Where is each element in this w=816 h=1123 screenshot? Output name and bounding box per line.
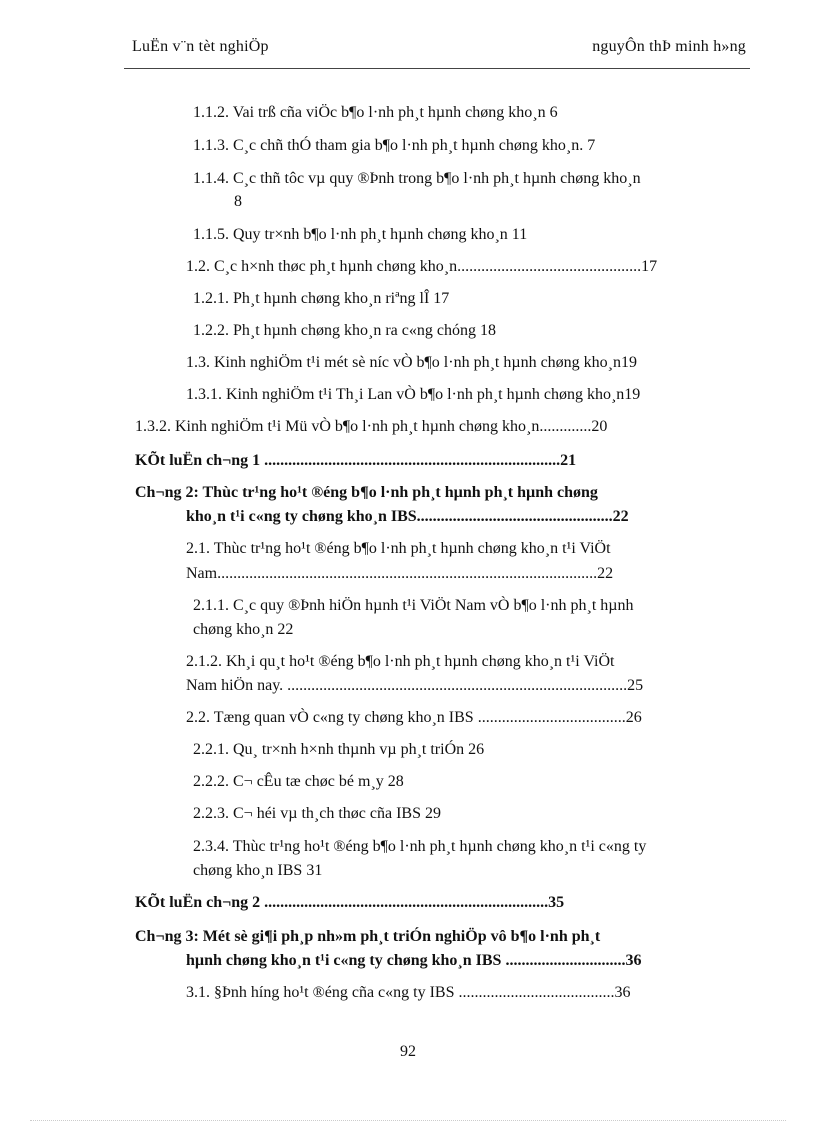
toc-entry: 2.1.2. Kh¸i qu¸t ho¹t ®éng b¶o l·nh ph¸t hµnh chøng kho¸n t¹i ViÖt — [186, 653, 615, 670]
toc-entry: 2.2.1. Qu¸ tr×nh h×nh thµnh vµ ph¸t triÓn 26 — [193, 741, 485, 758]
toc-entry: 1.1.4. C¸c thñ tôc vµ quy ®Þnh trong b¶o l·nh ph¸t hµnh chøng kho¸n — [193, 170, 641, 187]
toc-chapter-heading: Ch¬ng 3: Mét sè gi¶i ph¸p nh»m ph¸t triÓn nghiÖp vô b¶o l·nh ph¸t — [135, 928, 601, 945]
toc-entry-continuation: Nam...............................................................................................22 — [186, 565, 614, 582]
toc-entry: 1.2.2. Ph¸t hµnh chøng kho¸n ra c«ng chóng 18 — [193, 322, 496, 339]
toc-entry-continuation: chøng kho¸n 22 — [193, 621, 294, 638]
toc-entry: 2.1.1. C¸c quy ®Þnh hiÖn hµnh t¹i ViÖt Nam vÒ b¶o l·nh ph¸t hµnh — [193, 597, 634, 614]
page-number: 92 — [400, 1043, 416, 1060]
toc-entry: 1.1.2. Vai trß cña viÖc b¶o l·nh ph¸t hµnh chøng kho¸n 6 — [193, 104, 558, 121]
toc-entry: 2.1. Thùc tr¹ng ho¹t ®éng b¶o l·nh ph¸t hµnh chøng kho¸n t¹i ViÖt — [186, 540, 611, 557]
toc-entry: 1.3.2. Kinh nghiÖm t¹i Mü vÒ b¶o l·nh ph¸t hµnh chøng kho¸n.............20 — [135, 418, 608, 435]
header-right-text: nguyÔn thÞ minh h»ng — [592, 38, 746, 55]
toc-entry: 1.2.1. Ph¸t hµnh chøng kho¸n riªng lÎ 17 — [193, 290, 450, 307]
toc-entry-continuation: 8 — [234, 193, 242, 210]
toc-chapter-heading-continuation: kho¸n t¹i c«ng ty chøng kho¸n IBS.................................................22 — [186, 508, 629, 525]
toc-entry: 3.1. §Þnh híng ho¹t ®éng cña c«ng ty IBS .......................................36 — [186, 984, 631, 1001]
toc-entry: 1.1.5. Quy tr×nh b¶o l·nh ph¸t hµnh chøng kho¸n 11 — [193, 226, 528, 243]
toc-entry: 2.3.4. Thùc tr¹ng ho¹t ®éng b¶o l·nh ph¸t hµnh chøng kho¸n t¹i c«ng ty — [193, 838, 647, 855]
toc-entry: 1.3. Kinh nghiÖm t¹i mét sè níc vÒ b¶o l·nh ph¸t hµnh chøng kho¸n19 — [186, 354, 637, 371]
toc-entry: 2.2.2. C¬ cÊu tæ chøc bé m¸y 28 — [193, 773, 404, 790]
footer-divider — [30, 1120, 786, 1121]
toc-entry: 2.2. Tæng quan vÒ c«ng ty chøng kho¸n IBS .....................................26 — [186, 709, 642, 726]
toc-chapter-conclusion: KÕt luËn ch¬ng 2 .......................................................................35 — [135, 894, 565, 911]
header-left-text: LuËn v¨n tèt nghiÖp — [132, 38, 269, 55]
toc-entry-continuation: chøng kho¸n IBS 31 — [193, 862, 323, 879]
toc-entry: 1.3.1. Kinh nghiÖm t¹i Th¸i Lan vÒ b¶o l·nh ph¸t hµnh chøng kho¸n19 — [186, 386, 641, 403]
toc-chapter-heading-continuation: hµnh chøng kho¸n t¹i c«ng ty chøng kho¸n IBS ..............................36 — [186, 952, 642, 969]
toc-chapter-conclusion: KÕt luËn ch¬ng 1 ..........................................................................21 — [135, 452, 577, 469]
toc-chapter-heading: Ch¬ng 2: Thùc tr¹ng ho¹t ®éng b¶o l·nh ph¸t hµnh ph¸t hµnh chøng — [135, 484, 598, 501]
toc-entry-continuation: Nam hiÖn nay. .....................................................................................25 — [186, 677, 644, 694]
toc-entry: 1.1.3. C¸c chñ thÓ tham gia b¶o l·nh ph¸t hµnh chøng kho¸n. 7 — [193, 137, 596, 154]
toc-entry: 1.2. C¸c h×nh thøc ph¸t hµnh chøng kho¸n..............................................17 — [186, 258, 658, 275]
toc-entry: 2.2.3. C¬ héi vµ th¸ch thøc cña IBS 29 — [193, 805, 441, 822]
